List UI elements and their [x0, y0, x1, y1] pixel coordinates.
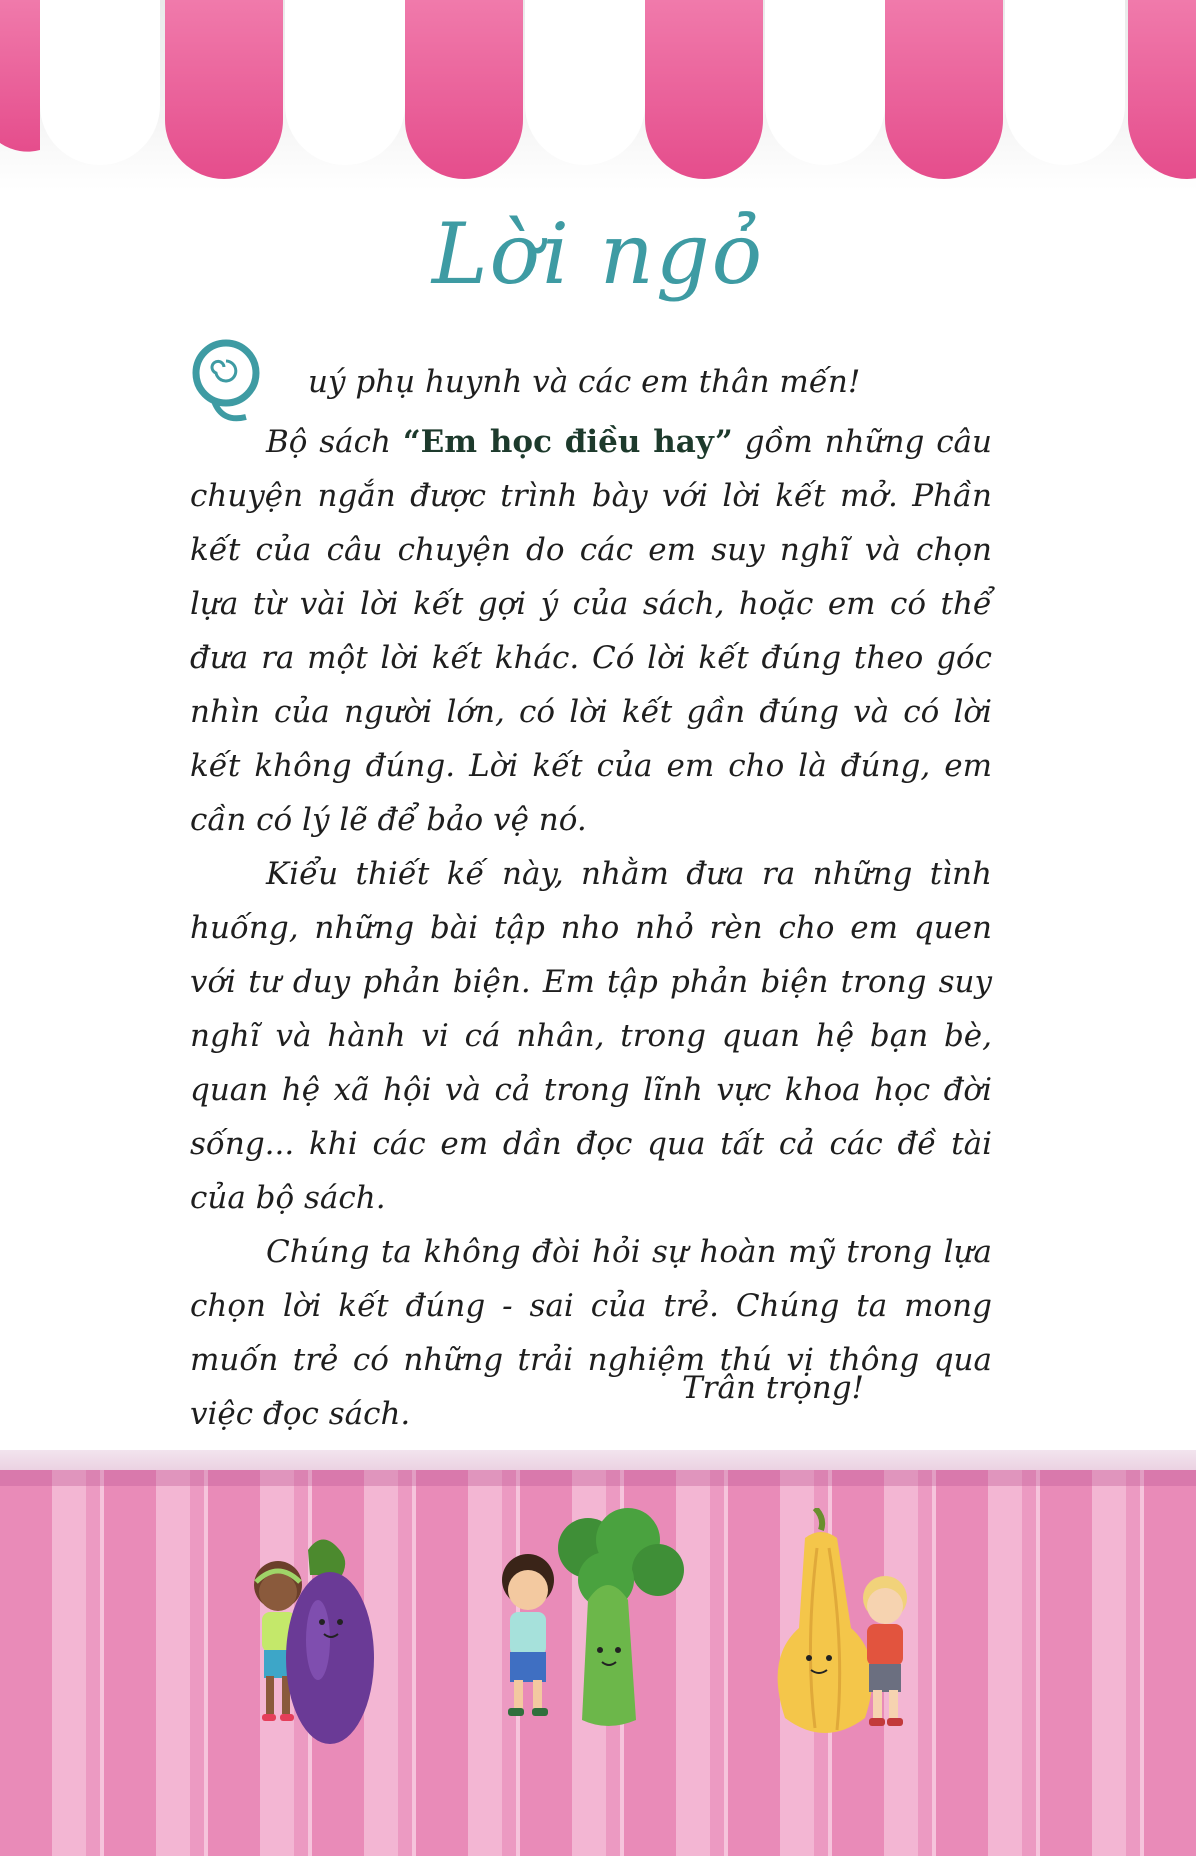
paragraph-1-rest: gồm những câu chuyện ngắn được trình bày với lời kết mở. Phần kết của câu chuyện do các em suy nghĩ và chọn lựa từ vài lời kết gợi ý của sách, hoặc em có thể đưa ra một lời kết khác. Có lời kết đúng theo góc nhìn của người lớn, có lời kết gần đúng và có lời kết không đúng. Lời kết của em cho là đúng, em cần có lý lẽ để bảo vệ nó.	[190, 424, 992, 838]
main-text	[190, 355, 992, 1441]
signature: Trân trọng!	[682, 1370, 865, 1406]
boy-with-squash-illustration	[765, 1508, 935, 1758]
greeting-text: uý phụ huynh và các em thân mến!	[308, 364, 861, 400]
boy-with-broccoli-illustration	[478, 1500, 688, 1750]
girl-with-eggplant-illustration	[238, 1530, 388, 1760]
book-series-title: “Em học điều hay”	[402, 424, 733, 460]
awning-scallops	[0, 0, 1196, 190]
paragraph-2: Kiểu thiết kế này, nhằm đưa ra những tình huống, những bài tập nho nhỏ rèn cho em quen với tư duy phản biện. Em tập phản biện trong suy nghĩ và hành vi cá nhân, trong quan hệ bạn bè, quan hệ xã hội và cả trong lĩnh vực khoa học đời sống... khi các em dần đọc qua tất cả các đề tài của bộ sách.	[190, 856, 992, 1216]
page-title: Lời ngỏ	[431, 205, 765, 303]
bottom-striped-panel	[0, 1470, 1196, 1856]
top-awning	[0, 0, 1196, 190]
greeting-line	[190, 355, 992, 409]
drop-cap-q-icon	[186, 331, 264, 427]
paragraph-1-start: Bộ sách	[266, 424, 403, 460]
paragraph-3: Chúng ta không đòi hỏi sự hoàn mỹ trong lựa chọn lời kết đúng - sai của trẻ. Chúng ta mong muốn trẻ có những trải nghiệm thú vị thông qua việc đọc sách.	[190, 1234, 992, 1432]
paragraph-1	[190, 415, 992, 847]
